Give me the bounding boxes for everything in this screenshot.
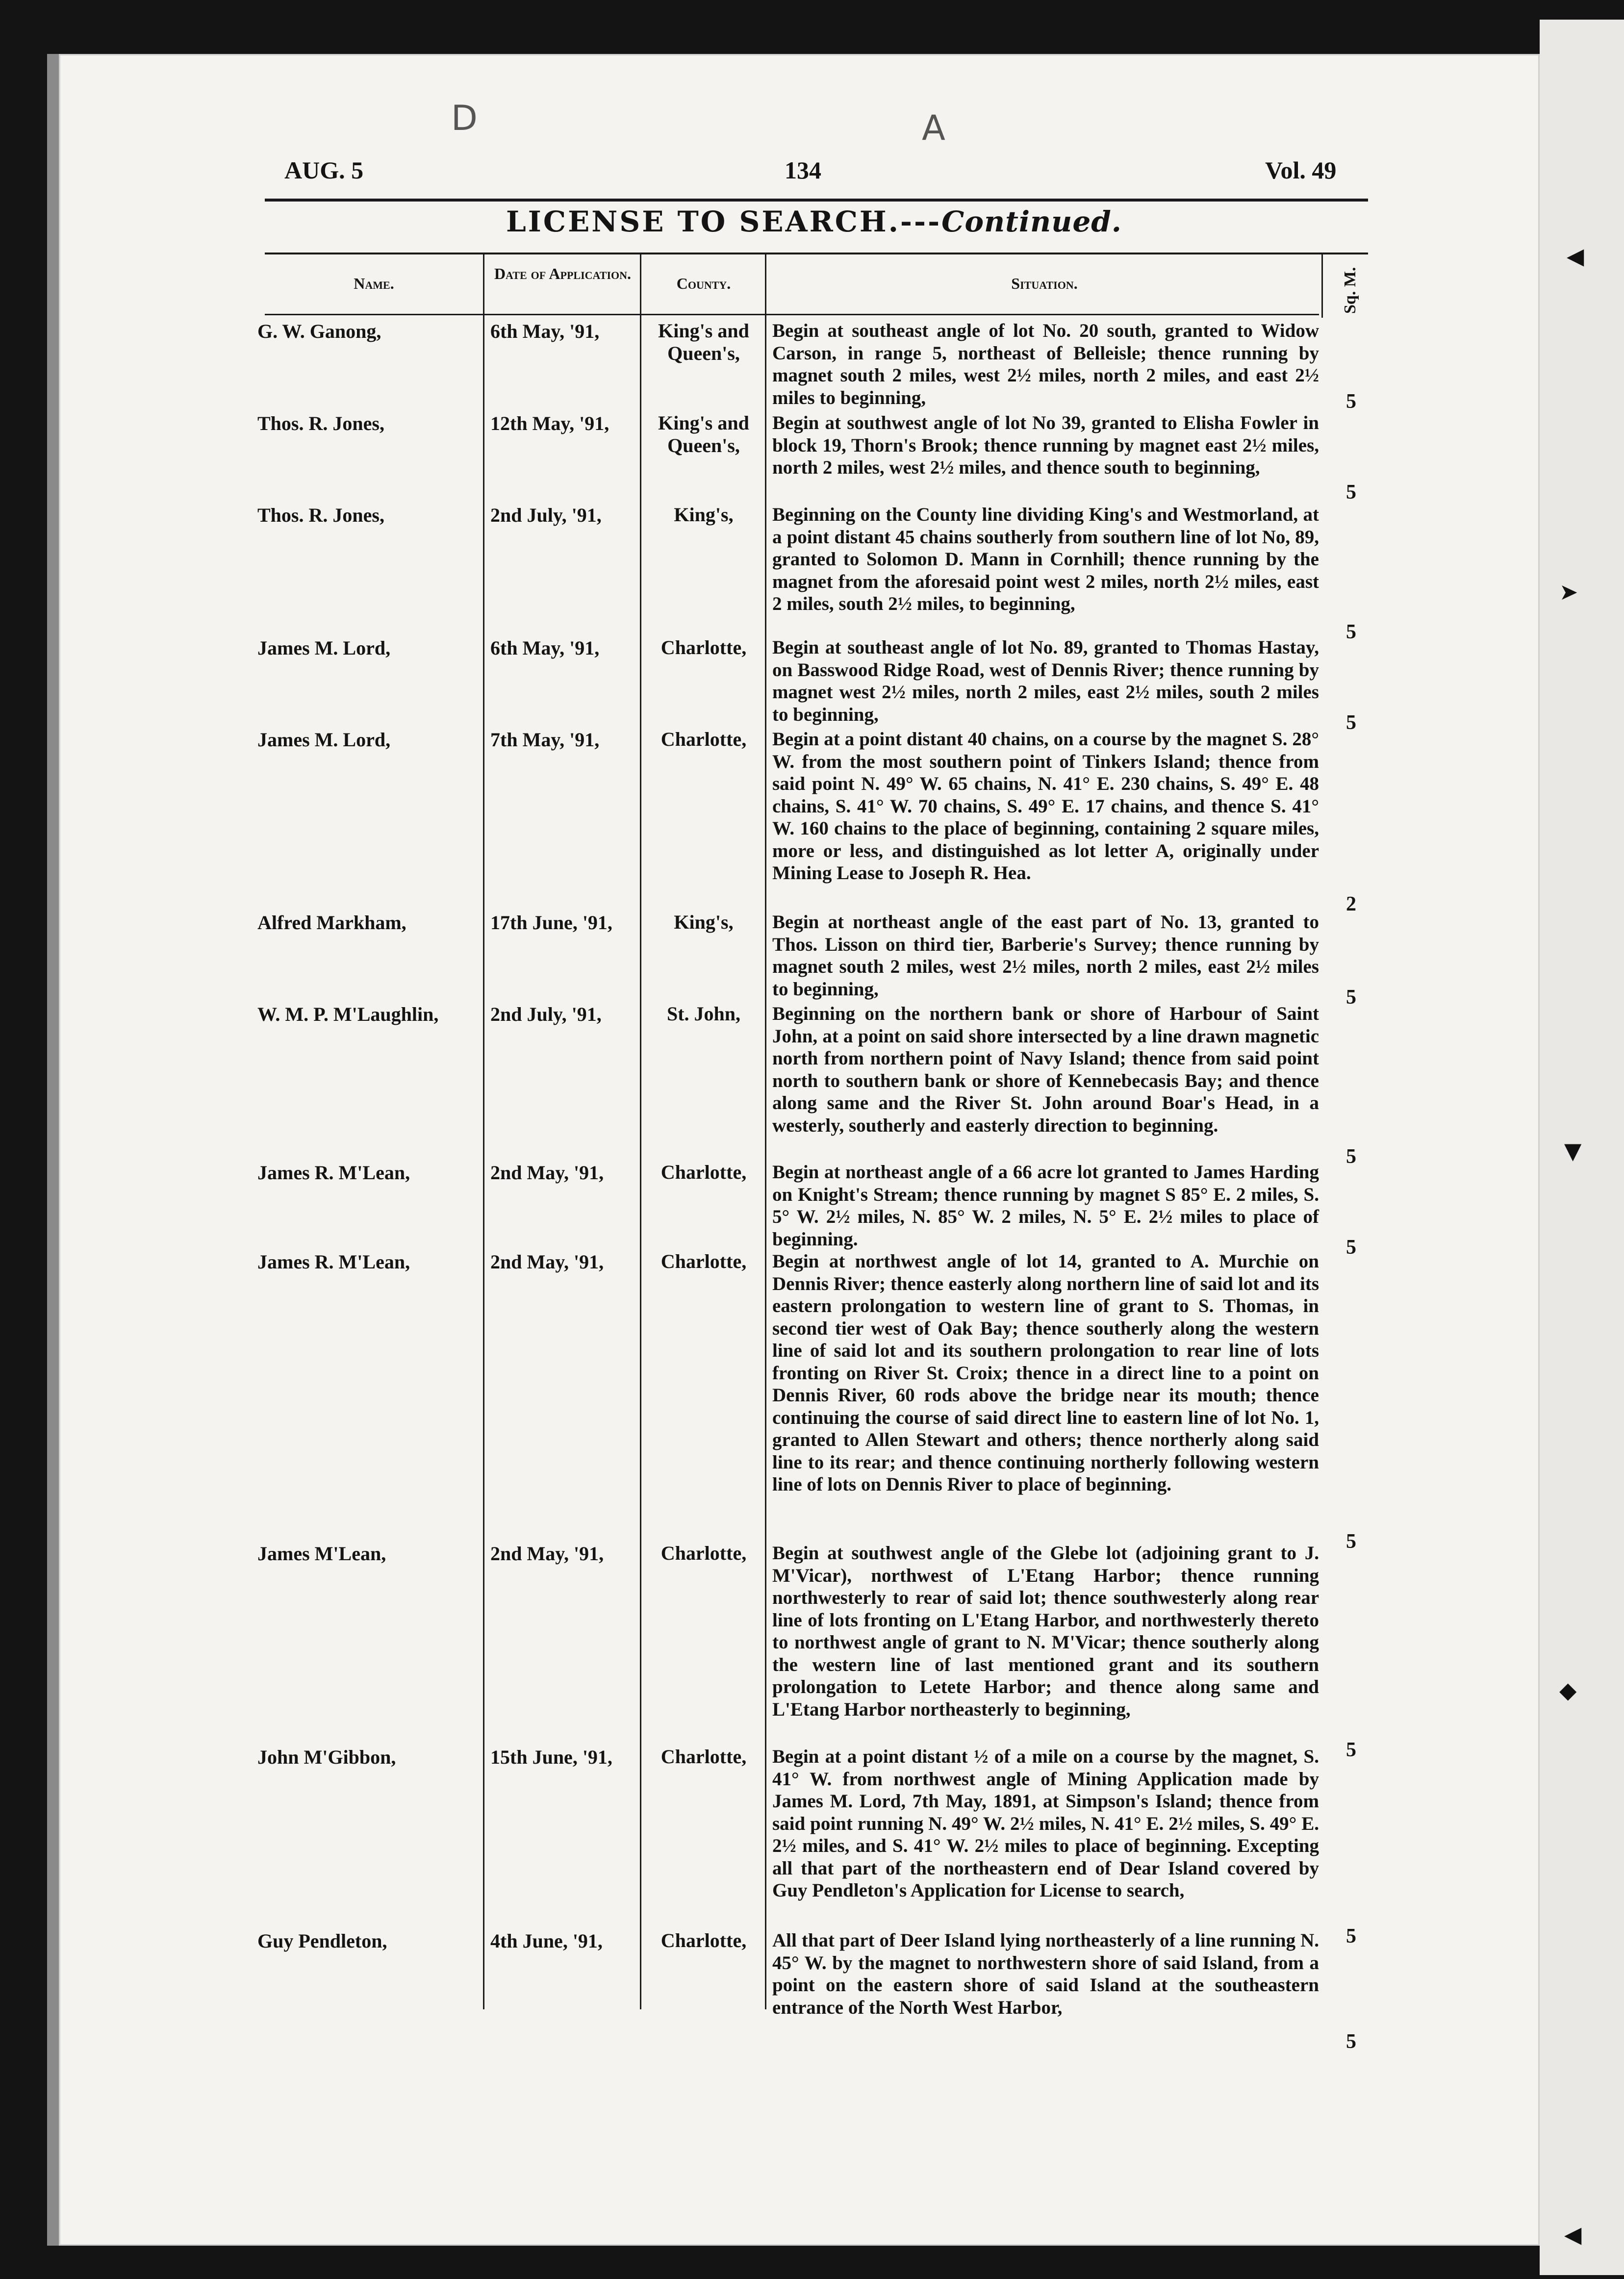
square-miles: 5 <box>1346 711 1356 734</box>
square-miles: 2 <box>1346 893 1356 915</box>
county: St. John, <box>666 1003 741 1025</box>
scan-mark: ◆ <box>1559 1677 1577 1703</box>
county: Charlotte, <box>660 1250 747 1272</box>
county: Charlotte, <box>660 1542 747 1564</box>
application-date: 17th June, '91, <box>490 912 612 934</box>
square-miles: 5 <box>1346 1530 1356 1553</box>
applicant-name: James R. M'Lean, <box>257 1251 410 1273</box>
county: Charlotte, <box>660 636 747 658</box>
county: Charlotte, <box>660 1929 747 1951</box>
county: King's, <box>674 504 734 526</box>
application-date: 12th May, '91, <box>490 412 609 434</box>
square-miles: 5 <box>1346 2030 1356 2053</box>
situation-text: Beginning on the northern bank or shore of Harbour of Saint John, at a point on said shore intersected by a line drawn magnetic north from northern point of Navy Island; thence from said point north to southern bank or shore of Kennebecasis Bay; and thence along same and the River St. John around Boar's Head, in a westerly, southerly and easterly direction to beginning. <box>772 1003 1319 1136</box>
situation-text: Begin at northeast angle of the east part of No. 13, granted to Thos. Lisson on third tier, Barberie's Survey; thence running by magnet south 2 miles, west 2½ miles, north 2 miles, east 2½ miles to beginning, <box>772 912 1319 1000</box>
square-miles: 5 <box>1346 1925 1356 1948</box>
page-number: 134 <box>785 156 821 184</box>
section-title-main: LICENSE TO SEARCH.--- <box>506 205 942 238</box>
situation-text: Beginning on the County line dividing King's and Westmorland, at a point distant 45 chains southerly from southern line of lot No, 89, granted to Solomon D. Mann in Cornhill; thence running by the magnet from the aforesaid point west 2 miles, north 2½ miles, east 2 miles, south 2½ miles, to beginning, <box>772 504 1319 614</box>
situation-text: Begin at a point distant 40 chains, on a course by the magnet S. 28° W. from the most southern point of Tinkers Island; thence from said point N. 49° W. 65 chains, N. 41° E. 230 chains, S. 49° E. 48 chains, S. 41° W. 70 chains, S. 49° E. 17 chains, and thence S. 41° W. 160 chains to the place of beginning, containing 2 square miles, more or less, and distinguished as lot letter A, originally under Mining Lease to Joseph R. Hea. <box>772 729 1319 884</box>
square-miles: 5 <box>1346 1145 1356 1168</box>
application-date: 4th June, '91, <box>490 1930 603 1952</box>
county: King's and Queen's, <box>658 320 749 364</box>
square-miles: 5 <box>1346 1739 1356 1761</box>
application-date: 6th May, '91, <box>490 320 600 342</box>
square-miles: 5 <box>1346 390 1356 413</box>
square-miles: 5 <box>1346 621 1356 643</box>
situation-text: Begin at southwest angle of lot No 39, granted to Elisha Fowler in block 19, Thorn's Brook; thence running by magnet east 2½ miles, north 2 miles, west 2½ miles, and thence south to beginning, <box>772 412 1319 478</box>
column-divider <box>765 254 766 2009</box>
application-date: 2nd May, '91, <box>490 1162 604 1184</box>
applicant-name: Thos. R. Jones, <box>257 504 384 526</box>
column-header-sqm: Sq. M. <box>1341 267 1359 314</box>
scan-mark: ◀ <box>1564 2221 1582 2248</box>
scan-mark: ▼ <box>1564 1138 1582 1164</box>
pencil-mark: D <box>451 98 478 138</box>
header-date: AUG. 5 <box>284 156 364 184</box>
scan-mark: ➤ <box>1559 579 1578 605</box>
applicant-name: James M. Lord, <box>257 637 391 659</box>
facing-page-edge <box>1540 20 1624 2275</box>
column-header-county: County. <box>676 275 731 292</box>
square-miles: 5 <box>1346 481 1356 504</box>
county: King's, <box>674 911 734 933</box>
square-miles: 5 <box>1346 1236 1356 1259</box>
county: King's and Queen's, <box>658 412 749 456</box>
situation-text: All that part of Deer Island lying northeasterly of a line running N. 45° W. by the magnet to northwestern shore of said Island, from a point on the eastern shore of said Island at the southeastern entrance of the North West Harbor, <box>772 1930 1319 2018</box>
header-rule <box>265 199 1368 202</box>
square-miles: 5 <box>1346 986 1356 1009</box>
header-volume: Vol. 49 <box>1265 156 1337 184</box>
applicant-name: James M. Lord, <box>257 729 391 751</box>
application-date: 7th May, '91, <box>490 729 600 751</box>
column-divider <box>640 254 641 2009</box>
scan-mark: ◀ <box>1567 243 1584 269</box>
applicant-name: James R. M'Lean, <box>257 1162 410 1184</box>
pencil-mark: A <box>922 108 945 148</box>
situation-text: Begin at northeast angle of a 66 acre lot granted to James Harding on Knight's Stream; thence running by magnet S 85° E. 2 miles, S. 5° W. 2½ miles, N. 85° W. 2 miles, N. 5° E. 2½ miles to place of beginning. <box>772 1162 1319 1250</box>
section-title-continued: Continued. <box>941 205 1122 238</box>
application-date: 2nd July, '91, <box>490 504 602 526</box>
applicant-name: James M'Lean, <box>257 1543 386 1565</box>
applicant-name: John M'Gibbon, <box>257 1746 396 1768</box>
situation-text: Begin at southeast angle of lot No. 89, granted to Thomas Hastay, on Basswood Ridge Road, west of Dennis River; thence running by magnet west 2½ miles, north 2 miles, east 2½ miles, south 2 miles to beginning, <box>772 637 1319 725</box>
county: Charlotte, <box>660 1161 747 1183</box>
situation-text: Begin at southwest angle of the Glebe lot (adjoining grant to J. M'Vicar), northwest of L'Etang Harbor; thence running northwesterly to rear of said lot; thence southwesterly along rear line of lots fronting on L'Etang Harbor, and northwesterly thereto to northwest angle of grant to N. M'Vicar; thence southerly along the western line of last mentioned grant and its southern prolongation to Letete Harbor; and thence along same and L'Etang Harbor northeasterly to beginning, <box>772 1543 1319 1720</box>
situation-text: Begin at northwest angle of lot 14, granted to A. Murchie on Dennis River; thence easterly along northern line of said lot and its eastern prolongation to western line of grant to S. Thomas, in second tier west of Oak Bay; thence southerly along the western line of said lot and its southern prolongation to rear line of lots fronting on River St. Croix; thence in a direct line to a point on Dennis River, 60 rods above the bridge near its mouth; thence continuing the course of said direct line to eastern line of lot No. 1, granted to Allen Stewart and others; thence northerly along said line to its rear; and thence continuing northerly following western line of lots on Dennis River to place of beginning. <box>772 1251 1319 1495</box>
table-header-rule <box>265 314 1319 315</box>
column-divider <box>483 254 484 2009</box>
column-header-situation: Situation. <box>1011 275 1078 292</box>
application-date: 6th May, '91, <box>490 637 600 659</box>
county: Charlotte, <box>660 728 747 750</box>
table-top-rule <box>265 253 1368 254</box>
application-date: 2nd May, '91, <box>490 1543 604 1565</box>
applicant-name: Guy Pendleton, <box>257 1930 387 1952</box>
situation-text: Begin at a point distant ½ of a mile on a course by the magnet, S. 41° W. from northwest angle of Mining Application made by James M. Lord, 7th May, 1891, at Simpson's Island; thence from said point running N. 49° W. 2½ miles, N. 41° E. 2½ miles, S. 49° E. 2½ miles, and S. 41° W. 2½ miles to place of beginning. Excepting all that part of the northeastern end of Dear Island covered by Guy Pendleton's Application for License to search, <box>772 1746 1319 1901</box>
column-header-name: Name. <box>354 275 394 292</box>
column-header-date: Date of Application. <box>494 265 632 282</box>
application-date: 2nd July, '91, <box>490 1003 602 1025</box>
county: Charlotte, <box>660 1746 747 1768</box>
applicant-name: Thos. R. Jones, <box>257 412 384 434</box>
application-date: 2nd May, '91, <box>490 1251 604 1273</box>
applicant-name: G. W. Ganong, <box>257 320 381 342</box>
column-divider <box>1321 254 1323 318</box>
applicant-name: Alfred Markham, <box>257 912 406 934</box>
situation-text: Begin at southeast angle of lot No. 20 south, granted to Widow Carson, in range 5, northeast of Belleisle; thence running by magnet south 2 miles, west 2½ miles, north 2 miles, and east 2½ miles to beginning, <box>772 320 1319 408</box>
applicant-name: W. M. P. M'Laughlin, <box>257 1003 439 1025</box>
section-title <box>265 205 1363 238</box>
application-date: 15th June, '91, <box>490 1746 612 1768</box>
